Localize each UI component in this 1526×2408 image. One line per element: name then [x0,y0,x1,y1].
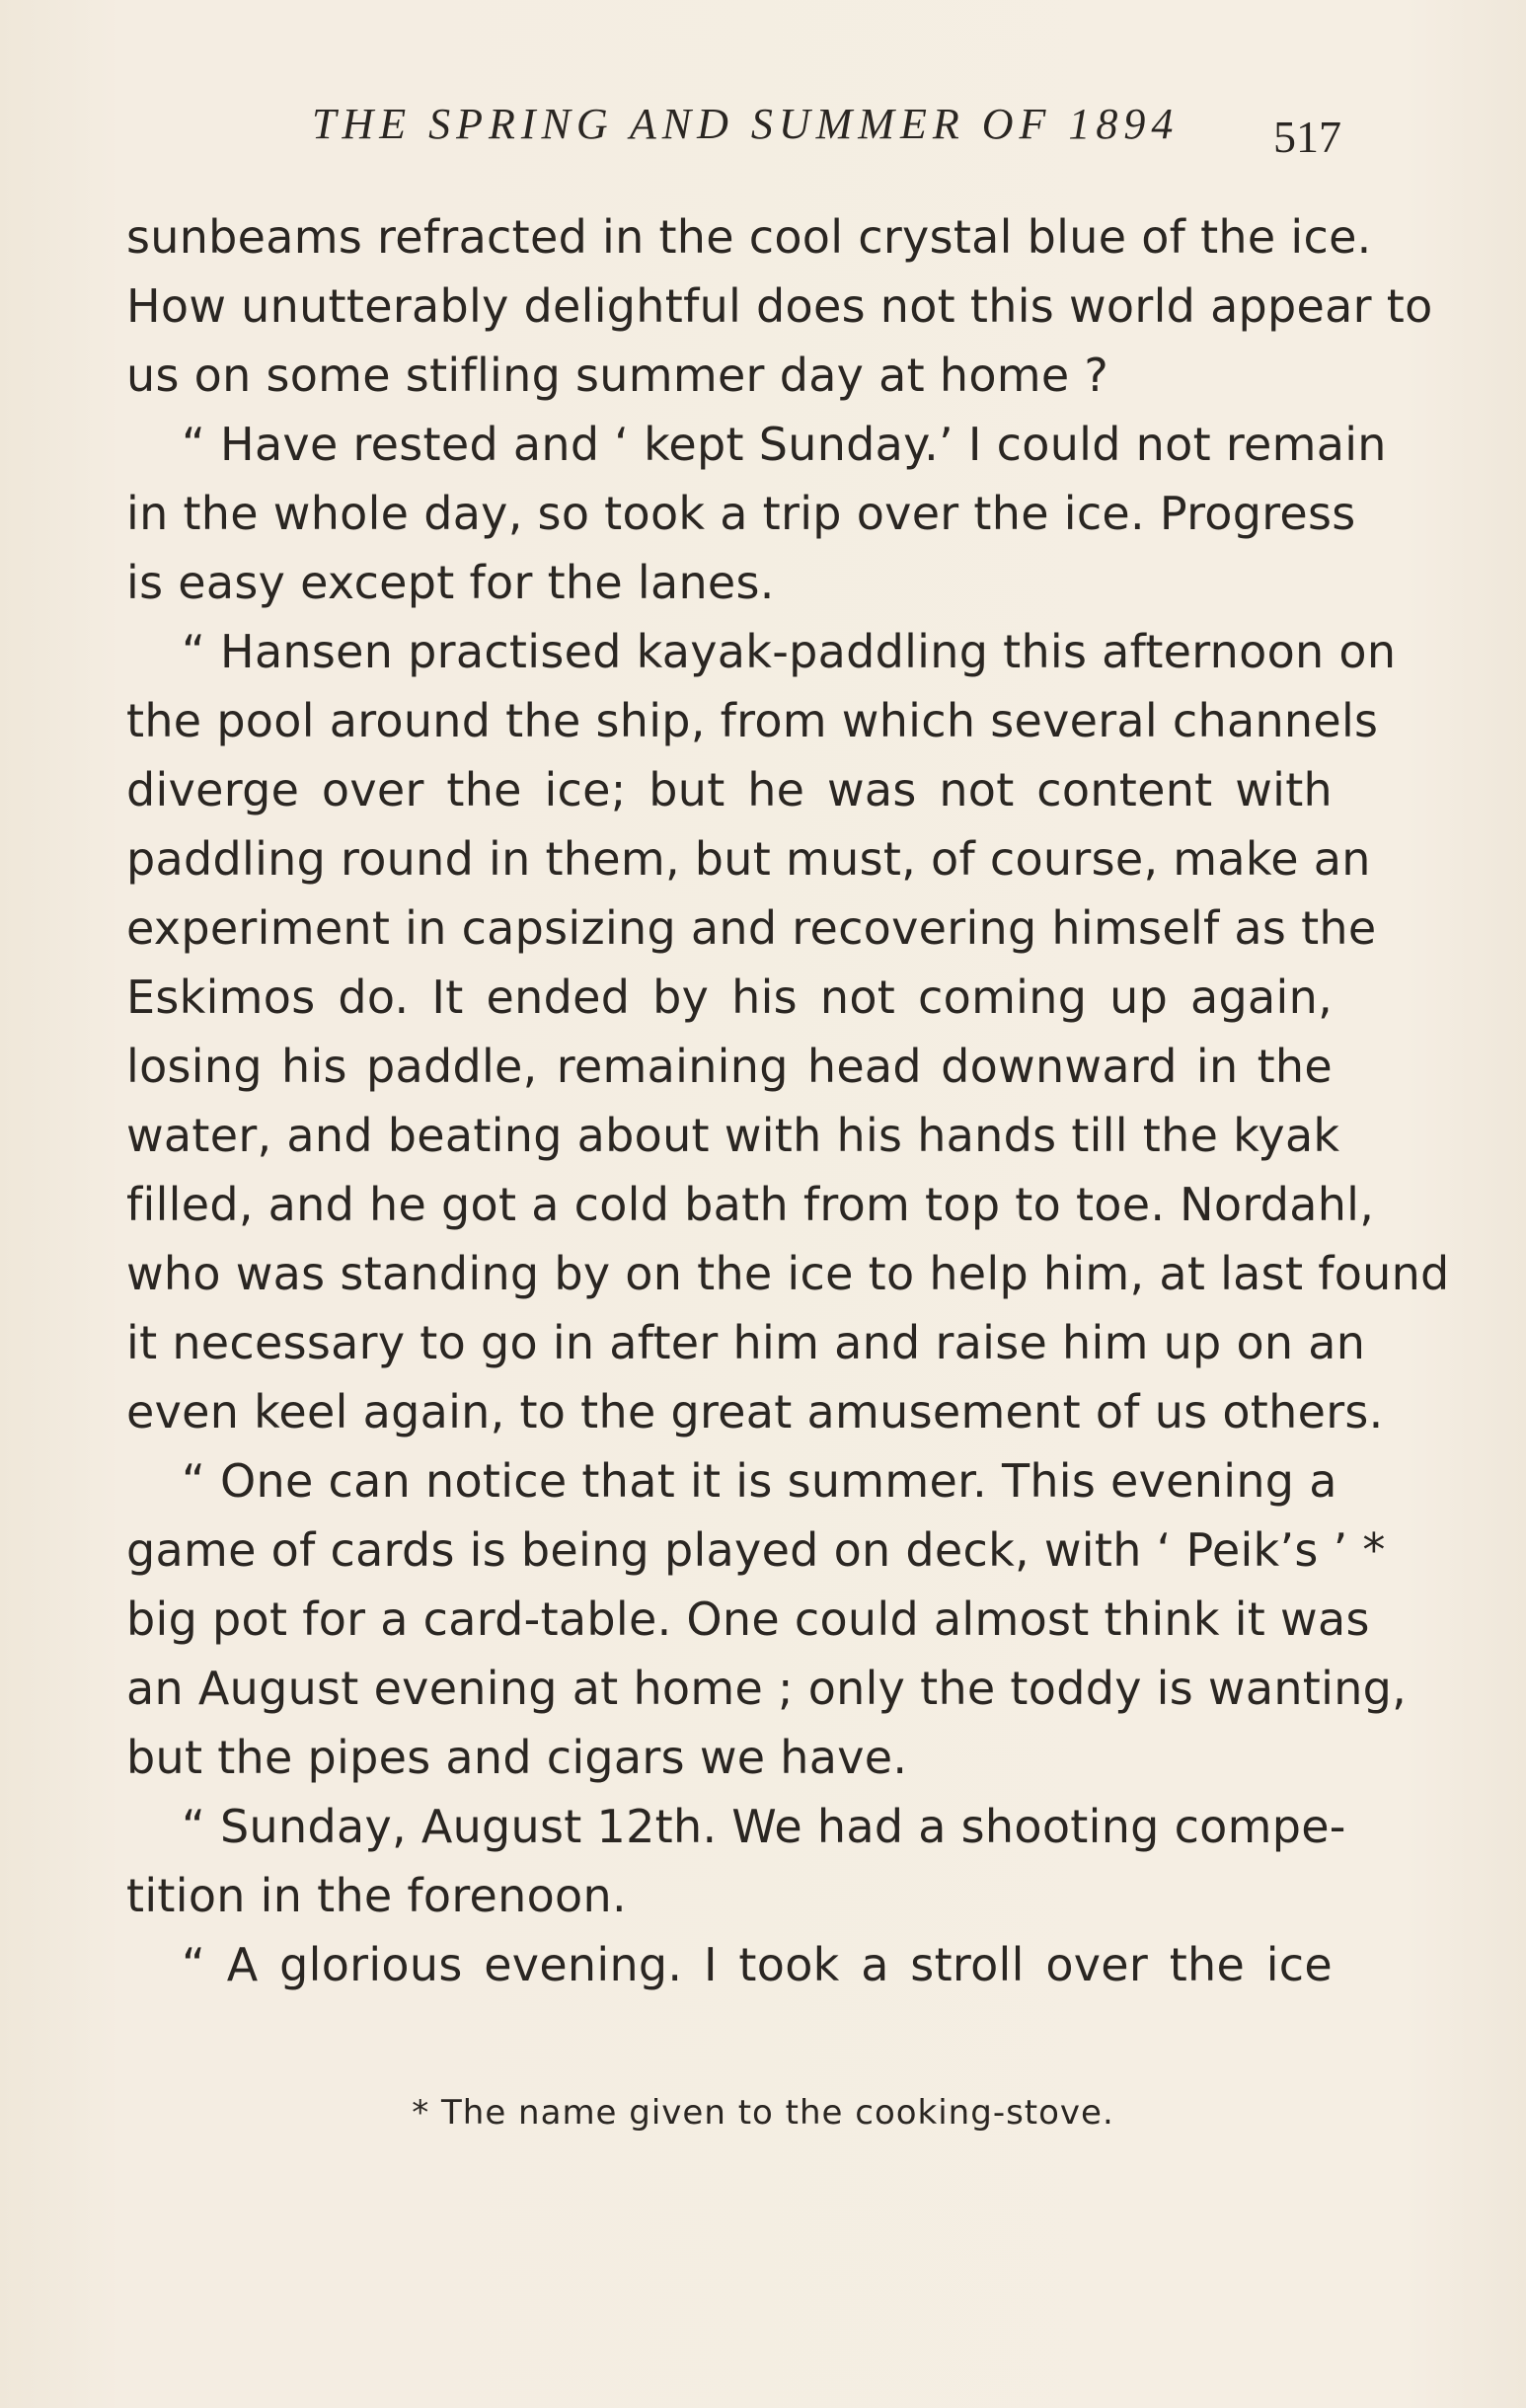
text-line: losing his paddle, remaining head downward in the [126,1040,1333,1093]
body-text [126,202,1450,1999]
text-line: it necessary to go in after him and raise him up on an [126,1316,1366,1369]
text-line: who was standing by on the ice to help him, at last found [126,1247,1450,1300]
page-number: 517 [1273,112,1341,162]
text-line: “ One can notice that it is summer. This evening a [182,1454,1337,1508]
text-line: “ Sunday, August 12th. We had a shooting compe- [182,1800,1346,1853]
running-head [0,99,1526,168]
text-line: big pot for a card-table. One could almost think it was [126,1592,1370,1646]
text-line: diverge over the ice; but he was not content with [126,763,1333,816]
text-line: tition in the forenoon. [126,1869,627,1922]
text-line: experiment in capsizing and recovering himself as the [126,901,1377,955]
text-line: an August evening at home ; only the toddy is wanting, [126,1662,1408,1715]
text-line: water, and beating about with his hands till the kyak [126,1109,1340,1162]
text-line: “ A glorious evening. I took a stroll over the ice [182,1938,1333,1991]
text-line: filled, and he got a cold bath from top to toe. Nordahl, [126,1178,1375,1231]
text-line: sunbeams refracted in the cool crystal blue of the ice. [126,210,1372,264]
text-line: “ Hansen practised kayak-paddling this afternoon on [182,625,1397,678]
text-line: Eskimos do. It ended by his not coming up again, [126,971,1333,1024]
text-line: even keel again, to the great amusement of us others. [126,1385,1384,1438]
text-line: How unutterably delightful does not this world appear to [126,279,1433,333]
text-line: us on some stifling summer day at home ? [126,349,1109,402]
text-line: “ Have rested and ‘ kept Sunday.’ I could not remain [182,418,1387,471]
text-line: is easy except for the lanes. [126,556,775,609]
running-title: THE SPRING AND SUMMER OF 1894 [312,100,1180,148]
text-line: game of cards is being played on deck, with ‘ Peik’s ’ * [126,1523,1386,1577]
text-line: in the whole day, so took a trip over the ice. Progress [126,487,1356,540]
footnote: * The name given to the cooking-stove. [412,2093,1114,2133]
text-line: but the pipes and cigars we have. [126,1731,908,1784]
text-line: the pool around the ship, from which several channels [126,694,1379,747]
text-line: paddling round in them, but must, of course, make an [126,832,1371,886]
